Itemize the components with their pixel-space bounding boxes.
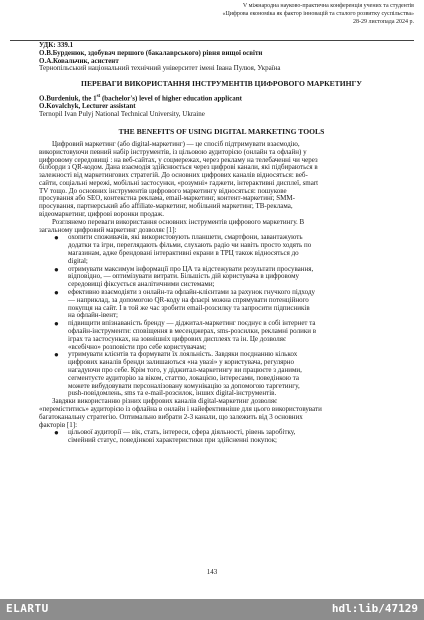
factors-list xyxy=(39,429,404,445)
list-item-line: ефективно взаємодіяти з онлайн-та офлайн-клієнтами за рахунок гнучкого підходу xyxy=(68,288,316,297)
list-item-line: офлайн-інструменти: сповіщення в месенджерах, sms-розсилки, рекламні ролики в xyxy=(68,327,317,336)
list-item-line: цільової аудиторії — вік, стать, інтереси, сфера діяльності, рівень заробітку, xyxy=(68,428,296,437)
text-line: цифровому середовищі : на веб-сайтах, у соцмережах, через рекламу на телебаченні чи через xyxy=(39,155,318,164)
text-line: використовуючи певний набір інструментів, із цільовою аудиторією (онлайн та офлайн) у xyxy=(39,147,307,156)
bullet-icon: ● xyxy=(54,264,59,274)
authors-en-1: O.Burdeniuk, the 1st (bachelor's) level of higher education applicant xyxy=(39,94,243,103)
list-item-line: digital; xyxy=(68,256,88,265)
bullet-icon: ● xyxy=(54,350,59,360)
list-item-line: нагадуючи про себе. Крім того, у діджитал-маркетингу ви працюєте з даними, xyxy=(68,366,302,375)
bullet-icon: ● xyxy=(54,288,59,298)
text-line: багатоканальну стратегію. Оптимально вибрати 2-3 канали, що залежить від 3 основних xyxy=(39,412,303,421)
page-number: 143 xyxy=(206,568,218,576)
text-line: Розглянемо переваги використання основних інструментів цифрового маркетингу. В xyxy=(52,217,305,226)
bullet-icon: ● xyxy=(54,233,59,243)
text-line: залежності від маркетингових стратегій. До основних цифрових каналів відносяться: веб- xyxy=(39,171,308,180)
list-item xyxy=(39,289,404,320)
title-uk: ПЕРЕВАГИ ВИКОРИСТАННЯ ІНСТРУМЕНТІВ ЦИФРОВОГО МАРКЕТИНГУ xyxy=(81,79,362,89)
text-line: відеомаркетинг, цифрові воронки продаж. xyxy=(39,210,164,219)
authors-en-2: O.Kovalchyk, Lecturer assistant xyxy=(39,102,136,111)
list-item-line: іграх та застосунках, на зовнішніх цифрових дисплеях та ін. Це дозволяє xyxy=(68,334,286,343)
list-item-line: цифрових каналів бренди залишаються «на увазі» у користувача, регулярно xyxy=(68,358,295,367)
text-line: Цифровий маркетинг (або digital-маркетинг) — це спосіб підтримувати взаємодію, xyxy=(52,139,300,148)
list-item-line: додатки та ігри, переглядають фільми, слухають радіо чи навіть просто ходять по xyxy=(68,241,312,250)
paragraph-channels xyxy=(39,398,404,429)
benefits-list xyxy=(39,234,404,398)
list-item-line: середовищі фіксується аналітичними системами; xyxy=(68,280,215,289)
list-item-line: на офлайн-івент; xyxy=(68,311,118,320)
text-line: сайти, соціальні мережі, мобільні застосунки, «розумні» гаджети, інтерактивні дисплеї, smart xyxy=(39,178,319,187)
list-item-line: утримувати клієнтів та формувати їх лояльність. Завдяки поєднанню кількох xyxy=(68,350,298,359)
list-item-line: можете вибудовувати персоналізовану комунікацію за допомогою таргетингу, xyxy=(68,381,300,390)
article-body xyxy=(39,42,404,445)
list-item-line: сімейний статус, поведінкові характеристики при здійсненні покупок; xyxy=(68,436,277,445)
text-line: «переміститись» аудиторією із офлайна в онлайн і найефективніше для цього використовувати xyxy=(39,405,322,413)
repository-label: ELARTU xyxy=(6,602,49,615)
header-conference: V міжнародна науково-практична конференція учених та студентів xyxy=(242,3,414,9)
text-line: TV тощо. До основних інструментів цифрового маркетингу відносяться: пошукове xyxy=(39,186,287,195)
paragraph-intro xyxy=(39,141,404,219)
list-item-line: сегментуєте аудиторію за віком, статтю, локацією, інтересами, поведінкою та xyxy=(68,373,299,382)
list-item-line: підвищити впізнаваність бренду — діджитал-маркетинг поєднує в собі інтернет та xyxy=(68,319,316,328)
list-item xyxy=(39,320,404,351)
bullet-icon: ● xyxy=(54,428,59,438)
list-item xyxy=(39,266,404,289)
list-item-line: push-повідомлень, sms та e-mail-розсилок, інших digital-інструментів. xyxy=(68,389,277,398)
authors-uk-2: О.А.Ковальчик, асистент xyxy=(39,56,119,65)
list-item-line: відповідно, — оптимізувати витрати. Більшість дій користувача в цифровому xyxy=(68,272,300,281)
paragraph-benefits-intro xyxy=(39,219,404,235)
bullet-icon: ● xyxy=(54,319,59,329)
list-item xyxy=(39,429,404,445)
text-line: просування або SEO, контекстна реклама, email-маркетинг, контент-маркетинг, SMM- xyxy=(39,194,295,203)
udk-code: УДК: 339.1 xyxy=(39,41,74,49)
list-item-line: охопити споживачів, які використовують планшети, смартфони, завантажують xyxy=(68,233,303,242)
affiliation-uk: Тернопільський національний технічний університет імені Івана Пулюя, Україна xyxy=(39,64,281,73)
authors-uk-1: О.В.Бурденюк, здобувач першого (бакалаврського) рівня вищої освіти xyxy=(39,48,263,57)
list-item-line: магазинам, адже брендовані інтерактивні екрани в ТРЦ також відносяться до xyxy=(68,249,299,258)
text-line: факторів [1]: xyxy=(39,420,78,429)
affiliation-en: Ternopil Ivan Pulyj National Technical University, Ukraine xyxy=(39,110,205,119)
list-item xyxy=(39,351,404,398)
list-item xyxy=(39,234,404,265)
title-en: THE BENEFITS OF USING DIGITAL MARKETING TOOLS xyxy=(118,126,325,136)
text-line: загальному цифровий маркетинг дозволяє [1]: xyxy=(39,225,177,234)
header-conference-title: «Цифрова економіка як фактор інновацій та сталого розвитку суспільства» xyxy=(222,11,414,17)
list-item-line: «всебічно» розповісти про себе користувачам; xyxy=(68,342,207,351)
header-date: 28-29 листопада 2024 р. xyxy=(353,19,414,25)
text-line: просування, партнерський або affiliate-маркетинг, мобільний маркетинг, ТВ-реклама, xyxy=(39,202,293,211)
handle-label: hdl:lib/47129 xyxy=(331,602,418,615)
text-line: білборди з QR-кодом. Дана взаємодія здійснюється через цифрові канали, які підбираються в xyxy=(39,163,318,172)
list-item-line: покупця на сайт. І в той же час зробити email-розсилку та запросити підписників xyxy=(68,303,310,312)
list-item-line: отримувати максимум інформації про ЦА та відстежувати результати просування, xyxy=(68,264,314,273)
running-header xyxy=(10,2,414,26)
text-line: Завдяки використанню різних цифрових каналів digital-маркетинг дозволяє xyxy=(52,397,278,406)
footer-bar xyxy=(0,599,424,620)
list-item-line: — наприклад, за допомогою QR-коду на флаєрі можна спрямувати потенційного xyxy=(68,295,309,304)
